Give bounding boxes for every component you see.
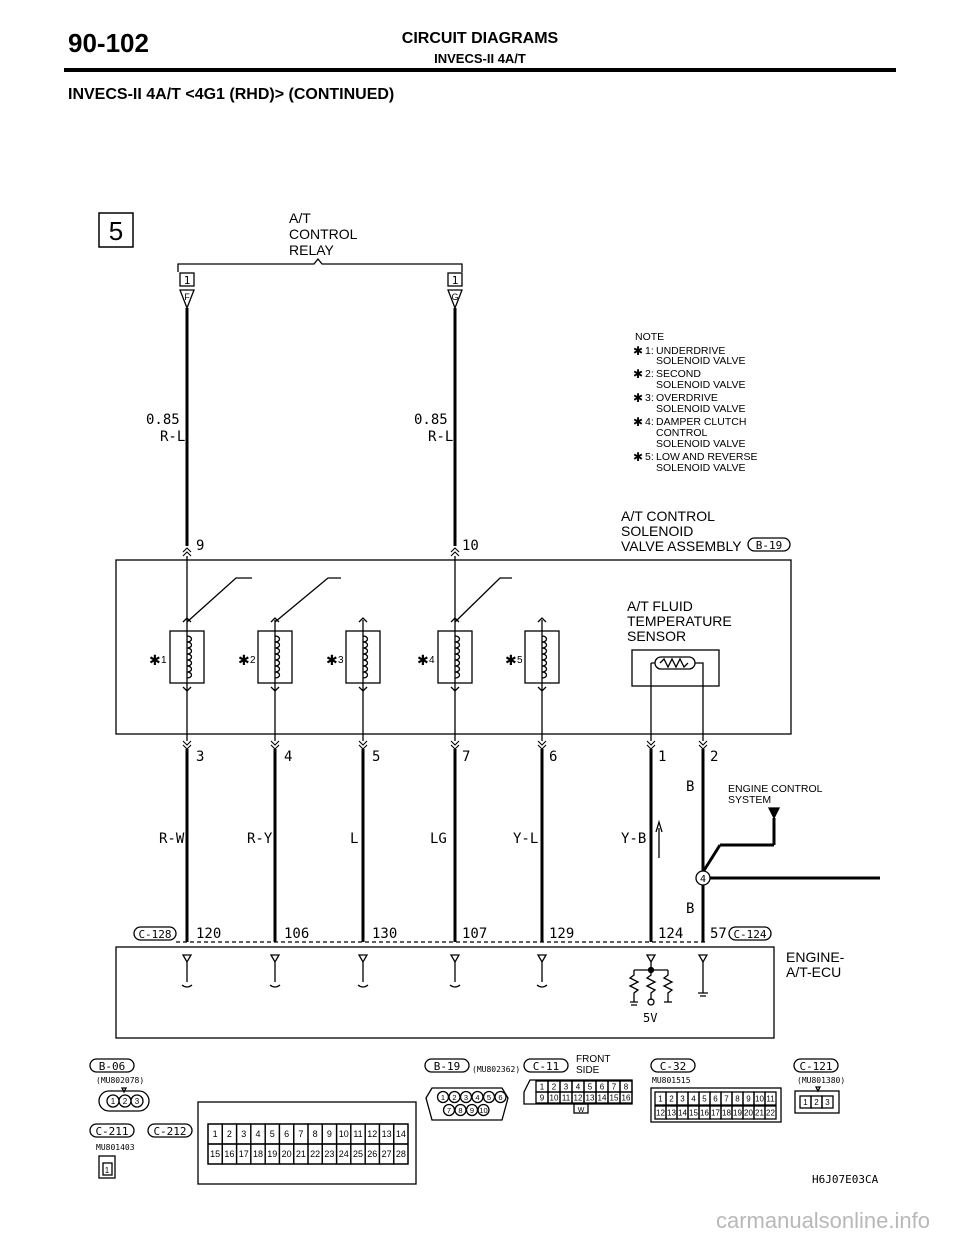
svg-text:1: 1	[104, 1166, 110, 1175]
connector-c121	[794, 1059, 845, 1113]
svg-text:(MU801380): (MU801380)	[797, 1076, 846, 1085]
figure-code: H6J07E03CA	[812, 1173, 879, 1186]
pin-label: 28	[395, 1149, 406, 1160]
svg-text:SOLENOID VALVE: SOLENOID VALVE	[656, 438, 746, 450]
svg-text:C-211: C-211	[95, 1125, 129, 1138]
svg-text:ENGINE CONTROL: ENGINE CONTROL	[728, 783, 823, 795]
svg-text:SOLENOID: SOLENOID	[621, 523, 694, 539]
svg-text:VALVE ASSEMBLY: VALVE ASSEMBLY	[621, 538, 742, 554]
svg-text:UNDERDRIVE: UNDERDRIVE	[656, 345, 726, 357]
pin-label: 11	[766, 1094, 775, 1104]
pin-label: 8	[735, 1094, 740, 1104]
svg-text:SIDE: SIDE	[576, 1065, 600, 1076]
pin-label: 10	[549, 1093, 559, 1103]
svg-text:R-W: R-W	[159, 831, 185, 847]
pin-label: 22	[766, 1108, 775, 1118]
pin-label: 21	[755, 1108, 764, 1118]
page-title: CIRCUIT DIAGRAMS	[401, 30, 559, 47]
engine-control-system-label	[728, 783, 823, 806]
svg-text:R-Y: R-Y	[247, 831, 273, 847]
pin-label: 3	[463, 1093, 469, 1102]
relay-bracket	[178, 259, 462, 272]
svg-text:✱: ✱	[149, 652, 161, 668]
pin-label: 9	[539, 1093, 545, 1103]
pin-label: 2	[669, 1094, 674, 1104]
grid-reference	[99, 213, 133, 247]
relay-label	[289, 210, 358, 258]
pin-label: 8	[312, 1129, 318, 1140]
pin-label: 16	[621, 1093, 631, 1103]
svg-text:SOLENOID VALVE: SOLENOID VALVE	[656, 379, 746, 391]
svg-text:3:: 3:	[645, 392, 654, 404]
solenoid-assembly-box	[116, 560, 791, 734]
svg-text:✱: ✱	[238, 652, 250, 668]
pin-label: 2	[452, 1093, 457, 1102]
svg-text:(MU802078): (MU802078)	[96, 1076, 145, 1085]
svg-text:LG: LG	[430, 831, 447, 847]
pin-label: 26	[367, 1149, 378, 1160]
svg-text:OVERDRIVE: OVERDRIVE	[656, 392, 718, 404]
pin-label: 17	[711, 1108, 720, 1118]
pin-label: 7	[611, 1082, 617, 1092]
svg-text:4: 4	[429, 655, 435, 666]
pin-label: 27	[381, 1149, 392, 1160]
pin-label: 1	[539, 1082, 545, 1092]
svg-text:TEMPERATURE: TEMPERATURE	[627, 613, 732, 629]
svg-text:3: 3	[338, 655, 344, 666]
solenoid-2	[238, 631, 292, 683]
svg-text:B-19: B-19	[755, 539, 783, 552]
pin-label: 7	[724, 1094, 729, 1104]
pin-label: 5	[269, 1129, 275, 1140]
svg-text:C-128: C-128	[138, 928, 172, 941]
svg-text:C-11: C-11	[532, 1060, 560, 1073]
svg-text:0.85: 0.85	[414, 412, 448, 428]
svg-text:C-32: C-32	[659, 1060, 687, 1073]
pin-label: 5	[486, 1093, 492, 1102]
svg-text:SECOND: SECOND	[656, 368, 701, 380]
svg-text:129: 129	[549, 926, 575, 942]
pin-label: 14	[597, 1093, 607, 1103]
svg-text:CONTROL: CONTROL	[289, 226, 358, 242]
pin-label: 4	[575, 1082, 581, 1092]
svg-text:C-212: C-212	[153, 1125, 187, 1138]
svg-text:C-124: C-124	[733, 928, 767, 941]
ecu-label	[786, 949, 845, 980]
pin-label: 14	[678, 1108, 687, 1118]
svg-text:6: 6	[549, 749, 558, 765]
pin-label: 13	[381, 1129, 392, 1140]
relay-pin-g	[448, 273, 462, 308]
pin-label: 18	[252, 1149, 264, 1160]
solenoid-assembly-label	[621, 508, 742, 554]
pin-label: 3	[680, 1094, 685, 1104]
svg-text:(MU802362): (MU802362)	[472, 1065, 521, 1074]
assembly-chevrons	[183, 548, 707, 749]
pin-label: 8	[458, 1106, 463, 1115]
svg-text:DAMPER CLUTCH: DAMPER CLUTCH	[656, 416, 747, 428]
svg-text:3: 3	[825, 1098, 830, 1107]
connector-c212	[148, 1102, 416, 1184]
ecu-box	[116, 947, 774, 1038]
svg-text:2: 2	[250, 655, 256, 666]
pin-label: 22	[310, 1149, 321, 1160]
pin-label: 20	[744, 1108, 753, 1118]
pin-label: 4	[255, 1129, 261, 1140]
pin-label: 5	[702, 1094, 707, 1104]
relay-pin-f	[180, 273, 194, 308]
svg-text:1:: 1:	[645, 345, 654, 357]
pin-label: 15	[210, 1149, 221, 1160]
svg-text:5: 5	[108, 216, 124, 246]
svg-text:R-L: R-L	[428, 429, 454, 445]
pin-label: 19	[733, 1108, 742, 1118]
pin-label: 10	[338, 1129, 349, 1140]
svg-text:MU801515: MU801515	[652, 1076, 691, 1085]
svg-text:A/T-ECU: A/T-ECU	[786, 964, 842, 980]
svg-text:3: 3	[134, 1097, 140, 1106]
svg-text:1: 1	[183, 274, 191, 287]
svg-text:5:: 5:	[645, 451, 654, 463]
svg-text:4: 4	[699, 874, 707, 885]
svg-text:B-19: B-19	[433, 1060, 461, 1073]
svg-text:1: 1	[161, 655, 167, 666]
svg-text:SENSOR: SENSOR	[627, 628, 687, 644]
signal-arrow-icon	[656, 822, 662, 858]
solenoid-1	[149, 631, 204, 683]
pin-label: 7	[298, 1129, 304, 1140]
svg-text:R-L: R-L	[160, 429, 186, 445]
pin-label: 24	[338, 1149, 349, 1160]
pin-9: 9	[196, 538, 205, 554]
svg-text:0.85: 0.85	[146, 412, 180, 428]
svg-text:SOLENOID VALVE: SOLENOID VALVE	[656, 462, 746, 474]
pin-label: 7	[446, 1106, 452, 1115]
pin-label: 1	[212, 1129, 218, 1140]
note-block	[633, 331, 758, 474]
pin-label: 18	[722, 1108, 731, 1118]
svg-text:2: 2	[710, 749, 719, 765]
pin-label: 21	[295, 1149, 306, 1160]
solenoid-5	[505, 631, 559, 683]
pin-label: 6	[599, 1082, 605, 1092]
pin-label: 17	[238, 1149, 249, 1160]
relay-wire-labels	[146, 412, 453, 445]
svg-text:G: G	[451, 292, 459, 302]
connector-c11-pins	[536, 1081, 632, 1103]
pin-label: 4	[691, 1094, 696, 1104]
svg-text:SOLENOID VALVE: SOLENOID VALVE	[656, 403, 746, 415]
svg-text:NOTE: NOTE	[635, 331, 665, 343]
svg-text:C-121: C-121	[799, 1060, 833, 1073]
pin-label: 12	[573, 1093, 583, 1103]
connector-c211	[90, 1124, 135, 1178]
svg-text:5: 5	[372, 749, 381, 765]
pin-label: 10	[479, 1106, 488, 1115]
connector-c212-pins	[208, 1124, 408, 1164]
svg-text:✱: ✱	[633, 367, 644, 381]
pin-label: 10	[755, 1094, 764, 1104]
svg-text:5V: 5V	[643, 1011, 658, 1025]
connector-tag-b19-top	[748, 538, 790, 552]
svg-text:RELAY: RELAY	[289, 242, 334, 258]
pin-label: 3	[563, 1082, 569, 1092]
fluid-temperature-sensor-label	[627, 598, 732, 644]
svg-text:Y-B: Y-B	[621, 831, 647, 847]
svg-text:SOLENOID VALVE: SOLENOID VALVE	[656, 355, 746, 367]
svg-text:107: 107	[462, 926, 488, 942]
svg-text:4: 4	[284, 749, 293, 765]
svg-text:SYSTEM: SYSTEM	[728, 794, 772, 806]
svg-text:✱: ✱	[326, 652, 338, 668]
svg-text:1: 1	[110, 1097, 116, 1106]
svg-text:124: 124	[658, 926, 684, 942]
pin-label: 12	[367, 1129, 378, 1140]
pin-label: 13	[585, 1093, 595, 1103]
pin-label: 11	[353, 1129, 363, 1140]
svg-text:B: B	[686, 901, 695, 917]
svg-text:A/T FLUID: A/T FLUID	[627, 598, 693, 614]
pin-label: 6	[498, 1093, 503, 1102]
solenoid-4	[417, 631, 472, 683]
page-subtitle: INVECS-II 4A/T	[434, 51, 526, 66]
svg-text:1: 1	[658, 749, 667, 765]
svg-text:3: 3	[196, 749, 205, 765]
wire-color-labels	[159, 779, 694, 917]
pin-label: 16	[224, 1149, 235, 1160]
solenoid-3	[326, 631, 380, 683]
svg-text:106: 106	[284, 926, 310, 942]
svg-text:ENGINE-: ENGINE-	[786, 949, 845, 965]
svg-text:Y-L: Y-L	[513, 831, 539, 847]
svg-text:57: 57	[710, 926, 727, 942]
pin-label: 1	[658, 1094, 663, 1104]
pin-label: 6	[284, 1129, 290, 1140]
svg-text:FRONT: FRONT	[576, 1054, 611, 1065]
svg-text:2: 2	[122, 1097, 128, 1106]
svg-text:F: F	[184, 292, 190, 302]
svg-text:B-06: B-06	[98, 1060, 126, 1073]
pin-label: 20	[281, 1149, 292, 1160]
pin-label: 19	[267, 1149, 278, 1160]
svg-text:4:: 4:	[645, 416, 654, 428]
pin-label: 15	[609, 1093, 619, 1103]
pin-label: 11	[561, 1093, 571, 1103]
svg-text:L: L	[350, 831, 359, 847]
svg-text:✱: ✱	[505, 652, 517, 668]
pin-label: 15	[689, 1108, 698, 1118]
pin-10: 10	[462, 538, 479, 554]
svg-text:W: W	[577, 1107, 585, 1114]
ecu-sensor-input-circuit	[630, 962, 708, 1025]
pin-label: 23	[324, 1149, 335, 1160]
pin-label: 8	[623, 1082, 629, 1092]
pin-label: 9	[746, 1094, 751, 1104]
svg-text:A/T: A/T	[289, 210, 311, 226]
svg-text:✱: ✱	[417, 652, 429, 668]
svg-text:CONTROL: CONTROL	[656, 427, 708, 439]
pin-label: 9	[469, 1106, 475, 1115]
pin-label: 2	[226, 1129, 232, 1140]
pin-label: 16	[700, 1108, 709, 1118]
pin-label: 9	[326, 1129, 332, 1140]
svg-text:MU801403: MU801403	[96, 1143, 135, 1152]
ecu-terminals	[182, 955, 707, 987]
page-number: 90-102	[68, 28, 149, 58]
pin-label: 2	[551, 1082, 557, 1092]
svg-text:5: 5	[517, 655, 523, 666]
pin-label: 14	[395, 1129, 406, 1140]
pin-label: 3	[241, 1129, 247, 1140]
svg-text:A/T CONTROL: A/T CONTROL	[621, 508, 715, 524]
svg-text:1: 1	[803, 1098, 808, 1107]
svg-text:✱: ✱	[633, 450, 644, 464]
svg-text:130: 130	[372, 926, 398, 942]
svg-text:✱: ✱	[633, 344, 644, 358]
pin-label: 1	[440, 1093, 446, 1102]
pin-label: 25	[352, 1149, 364, 1160]
pin-label: 12	[656, 1108, 665, 1118]
svg-text:7: 7	[462, 749, 471, 765]
engine-control-branch	[696, 808, 880, 885]
pin-label: 4	[475, 1093, 480, 1102]
connector-b19-pins	[438, 1092, 507, 1116]
pin-label: 5	[587, 1082, 593, 1092]
section-title: INVECS-II 4A/T <4G1 (RHD)> (CONTINUED)	[68, 86, 395, 103]
connector-c32-pins	[655, 1092, 776, 1119]
svg-text:1: 1	[451, 274, 459, 287]
pin-label: 13	[667, 1108, 676, 1118]
svg-text:2: 2	[814, 1098, 819, 1107]
svg-text:2:: 2:	[645, 368, 654, 380]
pin-label: 6	[713, 1094, 718, 1104]
svg-text:LOW AND REVERSE: LOW AND REVERSE	[656, 451, 758, 463]
svg-text:✱: ✱	[633, 415, 644, 429]
svg-text:120: 120	[196, 926, 222, 942]
svg-text:✱: ✱	[633, 391, 644, 405]
svg-text:B: B	[686, 779, 695, 795]
watermark: carmanualsonline.info	[715, 1208, 930, 1233]
fluid-temperature-sensor	[632, 650, 719, 741]
connector-b06	[90, 1059, 149, 1111]
